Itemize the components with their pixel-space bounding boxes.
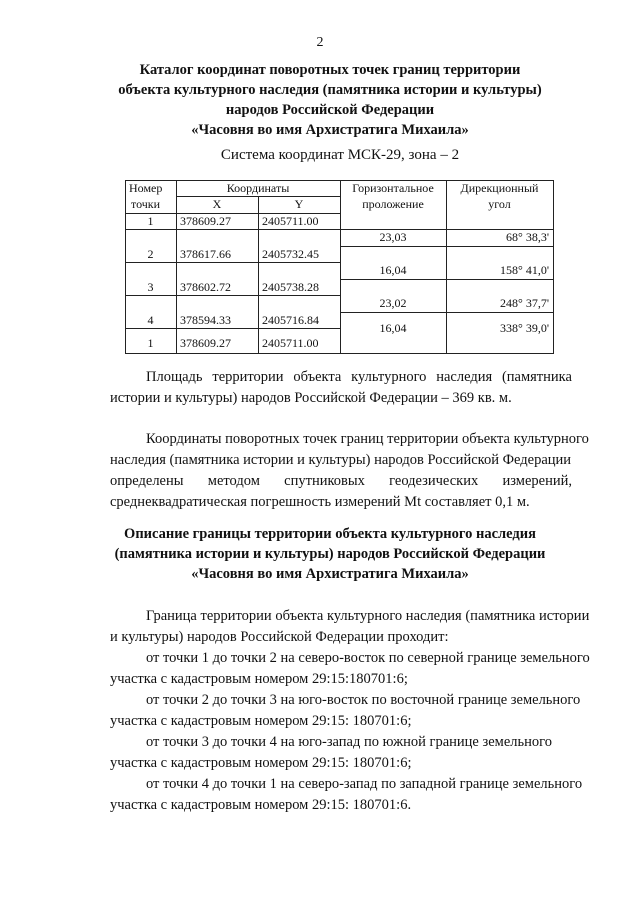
accuracy-line: среднеквадратическая погрешность измерений Mt составляет 0,1 м. bbox=[110, 494, 530, 510]
area-line bbox=[110, 367, 572, 388]
point-y: 2405716.84 bbox=[262, 313, 319, 327]
accuracy-line: наследия (памятника истории и культуры) народов Российской Федерации bbox=[110, 452, 572, 468]
word: (памятника bbox=[501, 369, 572, 385]
catalog-title-line: «Часовня во имя Архистратига Михаила» bbox=[191, 122, 469, 138]
point-x: 378594.33 bbox=[180, 313, 231, 327]
word: Площадь bbox=[146, 369, 203, 385]
word: геодезических bbox=[389, 473, 479, 489]
boundary-item: от точки 1 до точки 2 на северо-восток по северной границе земельного bbox=[146, 650, 590, 666]
catalog-title bbox=[60, 60, 600, 140]
boundary-item: от точки 4 до точки 1 на северо-запад по западной границе земельного bbox=[146, 776, 583, 792]
boundary-item: участка с кадастровым номером 29:15: 180701:6; bbox=[110, 713, 412, 729]
boundary-intro: Граница территории объекта культурного наследия (памятника истории bbox=[146, 608, 590, 624]
segment-distance: 16,04 bbox=[379, 263, 407, 277]
description-title-line: «Часовня во имя Архистратига Михаила» bbox=[191, 566, 469, 582]
table-divider bbox=[258, 196, 259, 354]
segment-angle: 158° 41,0' bbox=[500, 263, 549, 277]
word: методом bbox=[207, 473, 260, 489]
point-number: 3 bbox=[147, 280, 154, 294]
point-x: 378617.66 bbox=[180, 247, 231, 261]
boundary-item: участка с кадастровым номером 29:15: 180701:6. bbox=[110, 797, 412, 813]
word: определены bbox=[110, 473, 184, 489]
accuracy-line: Координаты поворотных точек границ территории объекта культурного bbox=[146, 431, 589, 447]
area-line: истории и культуры) народов Российской Федерации – 369 кв. м. bbox=[110, 390, 512, 406]
boundary-item: от точки 3 до точки 4 на юго-запад по южной границе земельного bbox=[146, 734, 552, 750]
catalog-title-line: Каталог координат поворотных точек границ территории bbox=[139, 62, 521, 78]
catalog-title-line: народов Российской Федерации bbox=[225, 102, 435, 118]
point-y: 2405711.00 bbox=[262, 214, 319, 228]
point-y: 2405738.28 bbox=[262, 280, 319, 294]
coordinates-table bbox=[125, 180, 553, 354]
description-title bbox=[60, 524, 600, 584]
table-divider bbox=[125, 262, 340, 263]
header-horizontal-distance: Горизонтальное bbox=[352, 181, 434, 195]
word: культурного bbox=[351, 369, 427, 385]
word: измерений, bbox=[502, 473, 572, 489]
point-number: 4 bbox=[147, 313, 154, 327]
table-border bbox=[553, 180, 554, 354]
table-border bbox=[125, 353, 553, 354]
word: территории bbox=[212, 369, 284, 385]
point-x: 378609.27 bbox=[180, 214, 231, 228]
page-number: 2 bbox=[316, 35, 324, 50]
boundary-item: от точки 2 до точки 3 на юго-восток по восточной границе земельного bbox=[146, 692, 581, 708]
header-y: Y bbox=[294, 197, 304, 211]
table-border bbox=[125, 180, 126, 354]
point-x: 378609.27 bbox=[180, 336, 231, 350]
point-y: 2405732.45 bbox=[262, 247, 319, 261]
point-number: 2 bbox=[147, 247, 154, 261]
area-paragraph bbox=[110, 367, 572, 409]
segment-distance: 23,03 bbox=[379, 230, 407, 244]
coordinate-system: Система координат МСК-29, зона – 2 bbox=[220, 147, 460, 163]
boundary-item: участка с кадастровым номером 29:15: 180701:6; bbox=[110, 755, 412, 771]
description-title-line: (памятника истории и культуры) народов Российской Федерации bbox=[114, 546, 546, 562]
boundary-intro: и культуры) народов Российской Федерации проходит: bbox=[110, 629, 449, 645]
boundary-description bbox=[110, 606, 590, 816]
word: наследия bbox=[436, 369, 493, 385]
header-direction-angle: угол bbox=[488, 197, 511, 211]
segment-angle: 68° 38,3' bbox=[506, 230, 549, 244]
segment-distance: 16,04 bbox=[379, 321, 407, 335]
header-point-number: Номер bbox=[129, 181, 163, 195]
catalog-title-line: объекта культурного наследия (памятника истории и культуры) bbox=[118, 82, 542, 98]
header-horizontal-distance: проложение bbox=[362, 197, 424, 211]
boundary-item: участка с кадастровым номером 29:15:180701:6; bbox=[110, 671, 408, 687]
point-x: 378602.72 bbox=[180, 280, 231, 294]
header-direction-angle: Дирекционный bbox=[460, 181, 539, 195]
accuracy-paragraph bbox=[110, 429, 589, 513]
table-divider bbox=[125, 295, 340, 296]
table-divider bbox=[125, 328, 340, 329]
segment-angle: 338° 39,0' bbox=[500, 321, 549, 335]
word: спутниковых bbox=[284, 473, 365, 489]
point-y: 2405711.00 bbox=[262, 336, 319, 350]
segment-distance: 23,02 bbox=[379, 296, 407, 310]
header-coordinates: Координаты bbox=[226, 181, 290, 195]
header-x: X bbox=[212, 197, 222, 211]
accuracy-line bbox=[110, 471, 572, 492]
header-point-number: точки bbox=[131, 197, 161, 211]
description-title-line: Описание границы территории объекта культурного наследия bbox=[124, 526, 536, 542]
point-number: 1 bbox=[147, 214, 154, 228]
point-number: 1 bbox=[147, 336, 154, 350]
segment-angle: 248° 37,7' bbox=[500, 296, 549, 310]
word: объекта bbox=[293, 369, 342, 385]
